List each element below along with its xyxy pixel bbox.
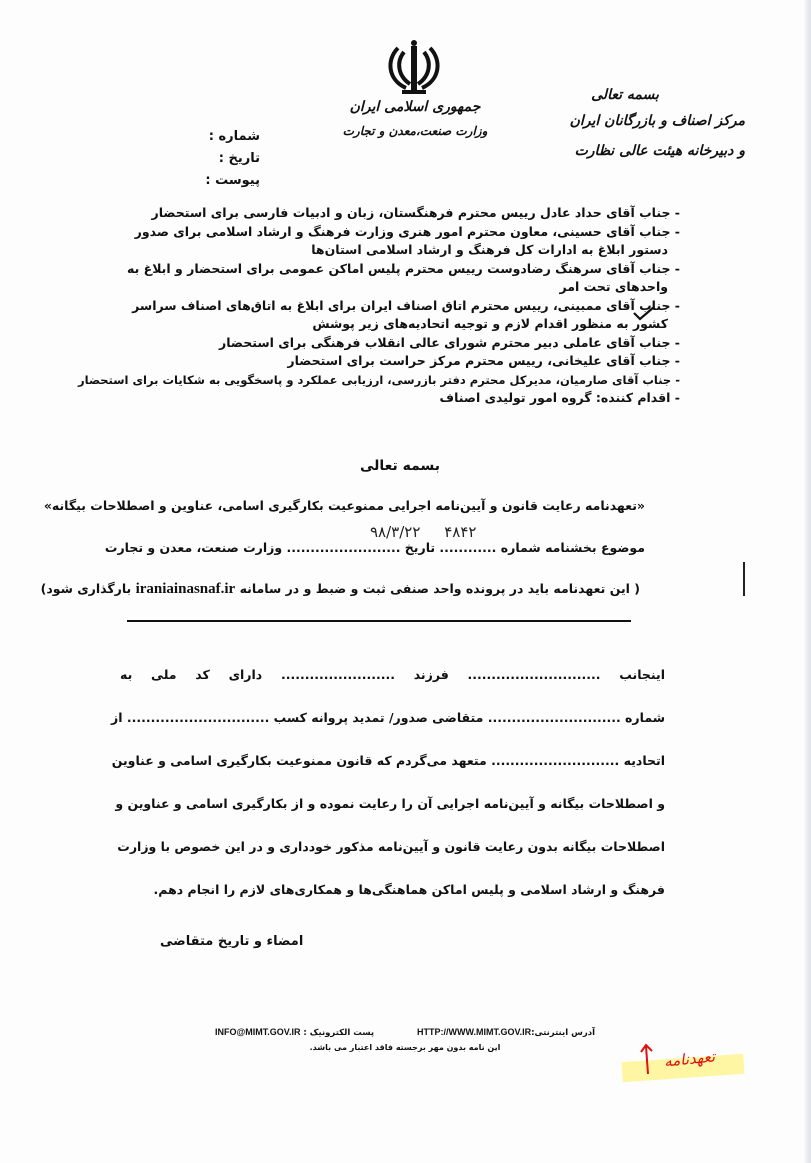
pledge-title: «تعهدنامه رعایت قانون و آیین‌نامه اجرایی ممنوعیت بکارگیری اسامی، عناوین و اصطلاحات بیگانه» [43,498,645,513]
handwritten-note: تعهدنامه [663,1047,716,1071]
circular-subject: موضوع بخشنامه شماره ............ تاریخ ........................ وزارت صنعت، معدن و تجارت [104,540,645,555]
letterhead-center [320,96,510,144]
pledge-body [111,655,665,913]
attachment-label: پیوست : [205,173,260,188]
pledge-line: اینجانب ............................ فرزند ........................ دارای کد ملی به [120,667,665,682]
email-label: پست الکترونیک : [303,1028,375,1038]
recipient-item: - جناب آقای صارمیان، مدیرکل محترم دفتر بازرسی، ارزیابی عملکرد و پاسخگویی به شکایات برای استحضار [78,372,680,387]
letter-meta [150,126,260,192]
divider-line [127,620,631,622]
recipient-item-continuation: دستور ابلاغ به ادارات کل فرهنگ و ارشاد اسلامی استان‌ها [311,242,668,257]
date-label: تاریخ : [218,151,260,166]
letterhead-right [545,84,745,166]
footer-disclaimer: این نامه بدون مهر برجسته فاقد اعتبار می باشد. [309,1043,501,1052]
bismillah-header: بسمه تعالی [591,87,659,103]
pledge-line: اصطلاحات بیگانه بدون رعایت قانون و آیین‌نامه مذکور خودداری و در این خصوص با وزارت [117,839,665,854]
email-address: INFO@MIMT.GOV.IR [215,1027,301,1037]
recipient-item-checked: - جناب آقای ممبینی، رییس محترم اتاق اصناف ایران برای ابلاغ به اتاق‌های اصناف سراسر [132,297,680,313]
secretariat-name: و دبیرخانه هیئت عالی نظارت [574,143,745,159]
email-info [215,1027,374,1038]
recipient-item: - جناب آقای حداد عادل رییس محترم فرهنگستان، زبان و ادبیات فارسی برای استحضار [151,205,680,220]
organization-name: مرکز اصناف و بازرگانان ایران [569,113,745,129]
recipient-item: - اقدام کننده: گروه امور تولیدی اصناف [439,390,680,405]
pledge-line: فرهنگ و ارشاد اسلامی و پلیس اماکن هماهنگی‌ها و همکاری‌های لازم را انجام دهم. [153,882,665,897]
note-before: ( این تعهدنامه باید در پرونده واحد صنفی ثبت و ضبط و در سامانه [239,581,640,596]
scan-mark [743,562,745,596]
website-info [417,1027,595,1038]
bismillah-form: بسمه تعالی [359,458,441,474]
recipient-item: - جناب آقای حسینی، معاون محترم امور هنری وزارت فرهنگ و ارشاد اسلامی برای صدور [134,223,680,239]
note-after: بارگذاری شود) [40,581,132,596]
website-label: آدرس اینترنتی: [531,1028,595,1038]
letter-footer [215,1027,595,1052]
signature-label: امضاء و تاریخ متقاضی [160,934,304,949]
registration-note [40,581,640,598]
recipient-list [78,204,680,408]
handwritten-reference [370,523,476,541]
scan-edge [803,0,811,1163]
portal-link: iraniainasnaf.ir [135,581,236,597]
pledge-line: شماره ............................ متقاضی صدور/ تمدید پروانه کسب .............................. از [111,710,665,725]
website-url: HTTP://WWW.MIMT.GOV.IR [416,1027,532,1037]
recipient-item: - جناب آقای سرهنگ رضادوست رییس محترم پلیس اماکن عمومی برای استحضار و ابلاغ به [127,260,680,276]
pledge-line: و اصطلاحات بیگانه و آیین‌نامه اجرایی آن را رعایت نموده و از بکارگیری اسامی و عناوین و [115,796,665,811]
handwritten-date: ۹۸/۳/۲۲ [370,523,421,541]
recipient-item-continuation: واحدهای تحت امر [559,279,668,294]
recipient-item-continuation: کشور به منظور اقدام لازم و توجیه اتحادیه‌های زیر پوشش [312,316,668,331]
ministry-name: وزارت صنعت،معدن و تجارت [342,124,488,138]
iran-emblem-icon [384,38,444,98]
number-label: شماره : [208,129,260,144]
arrow-up-icon [640,1042,656,1076]
recipient-item: - جناب آقای علیخانی، رییس محترم مرکز حراست برای استحضار [287,353,680,368]
checkmark-icon [632,305,656,321]
recipient-item: - جناب آقای عاملی دبیر محترم شورای عالی انقلاب فرهنگی برای استحضار [219,334,680,350]
pledge-line: اتحادیه ........................... متعهد می‌گردم که قانون ممنوعیت بکارگیری اسامی و عناوین [111,753,665,768]
handwritten-number: ۴۸۴۲ [444,523,477,541]
country-name: جمهوری اسلامی ایران [349,99,481,115]
